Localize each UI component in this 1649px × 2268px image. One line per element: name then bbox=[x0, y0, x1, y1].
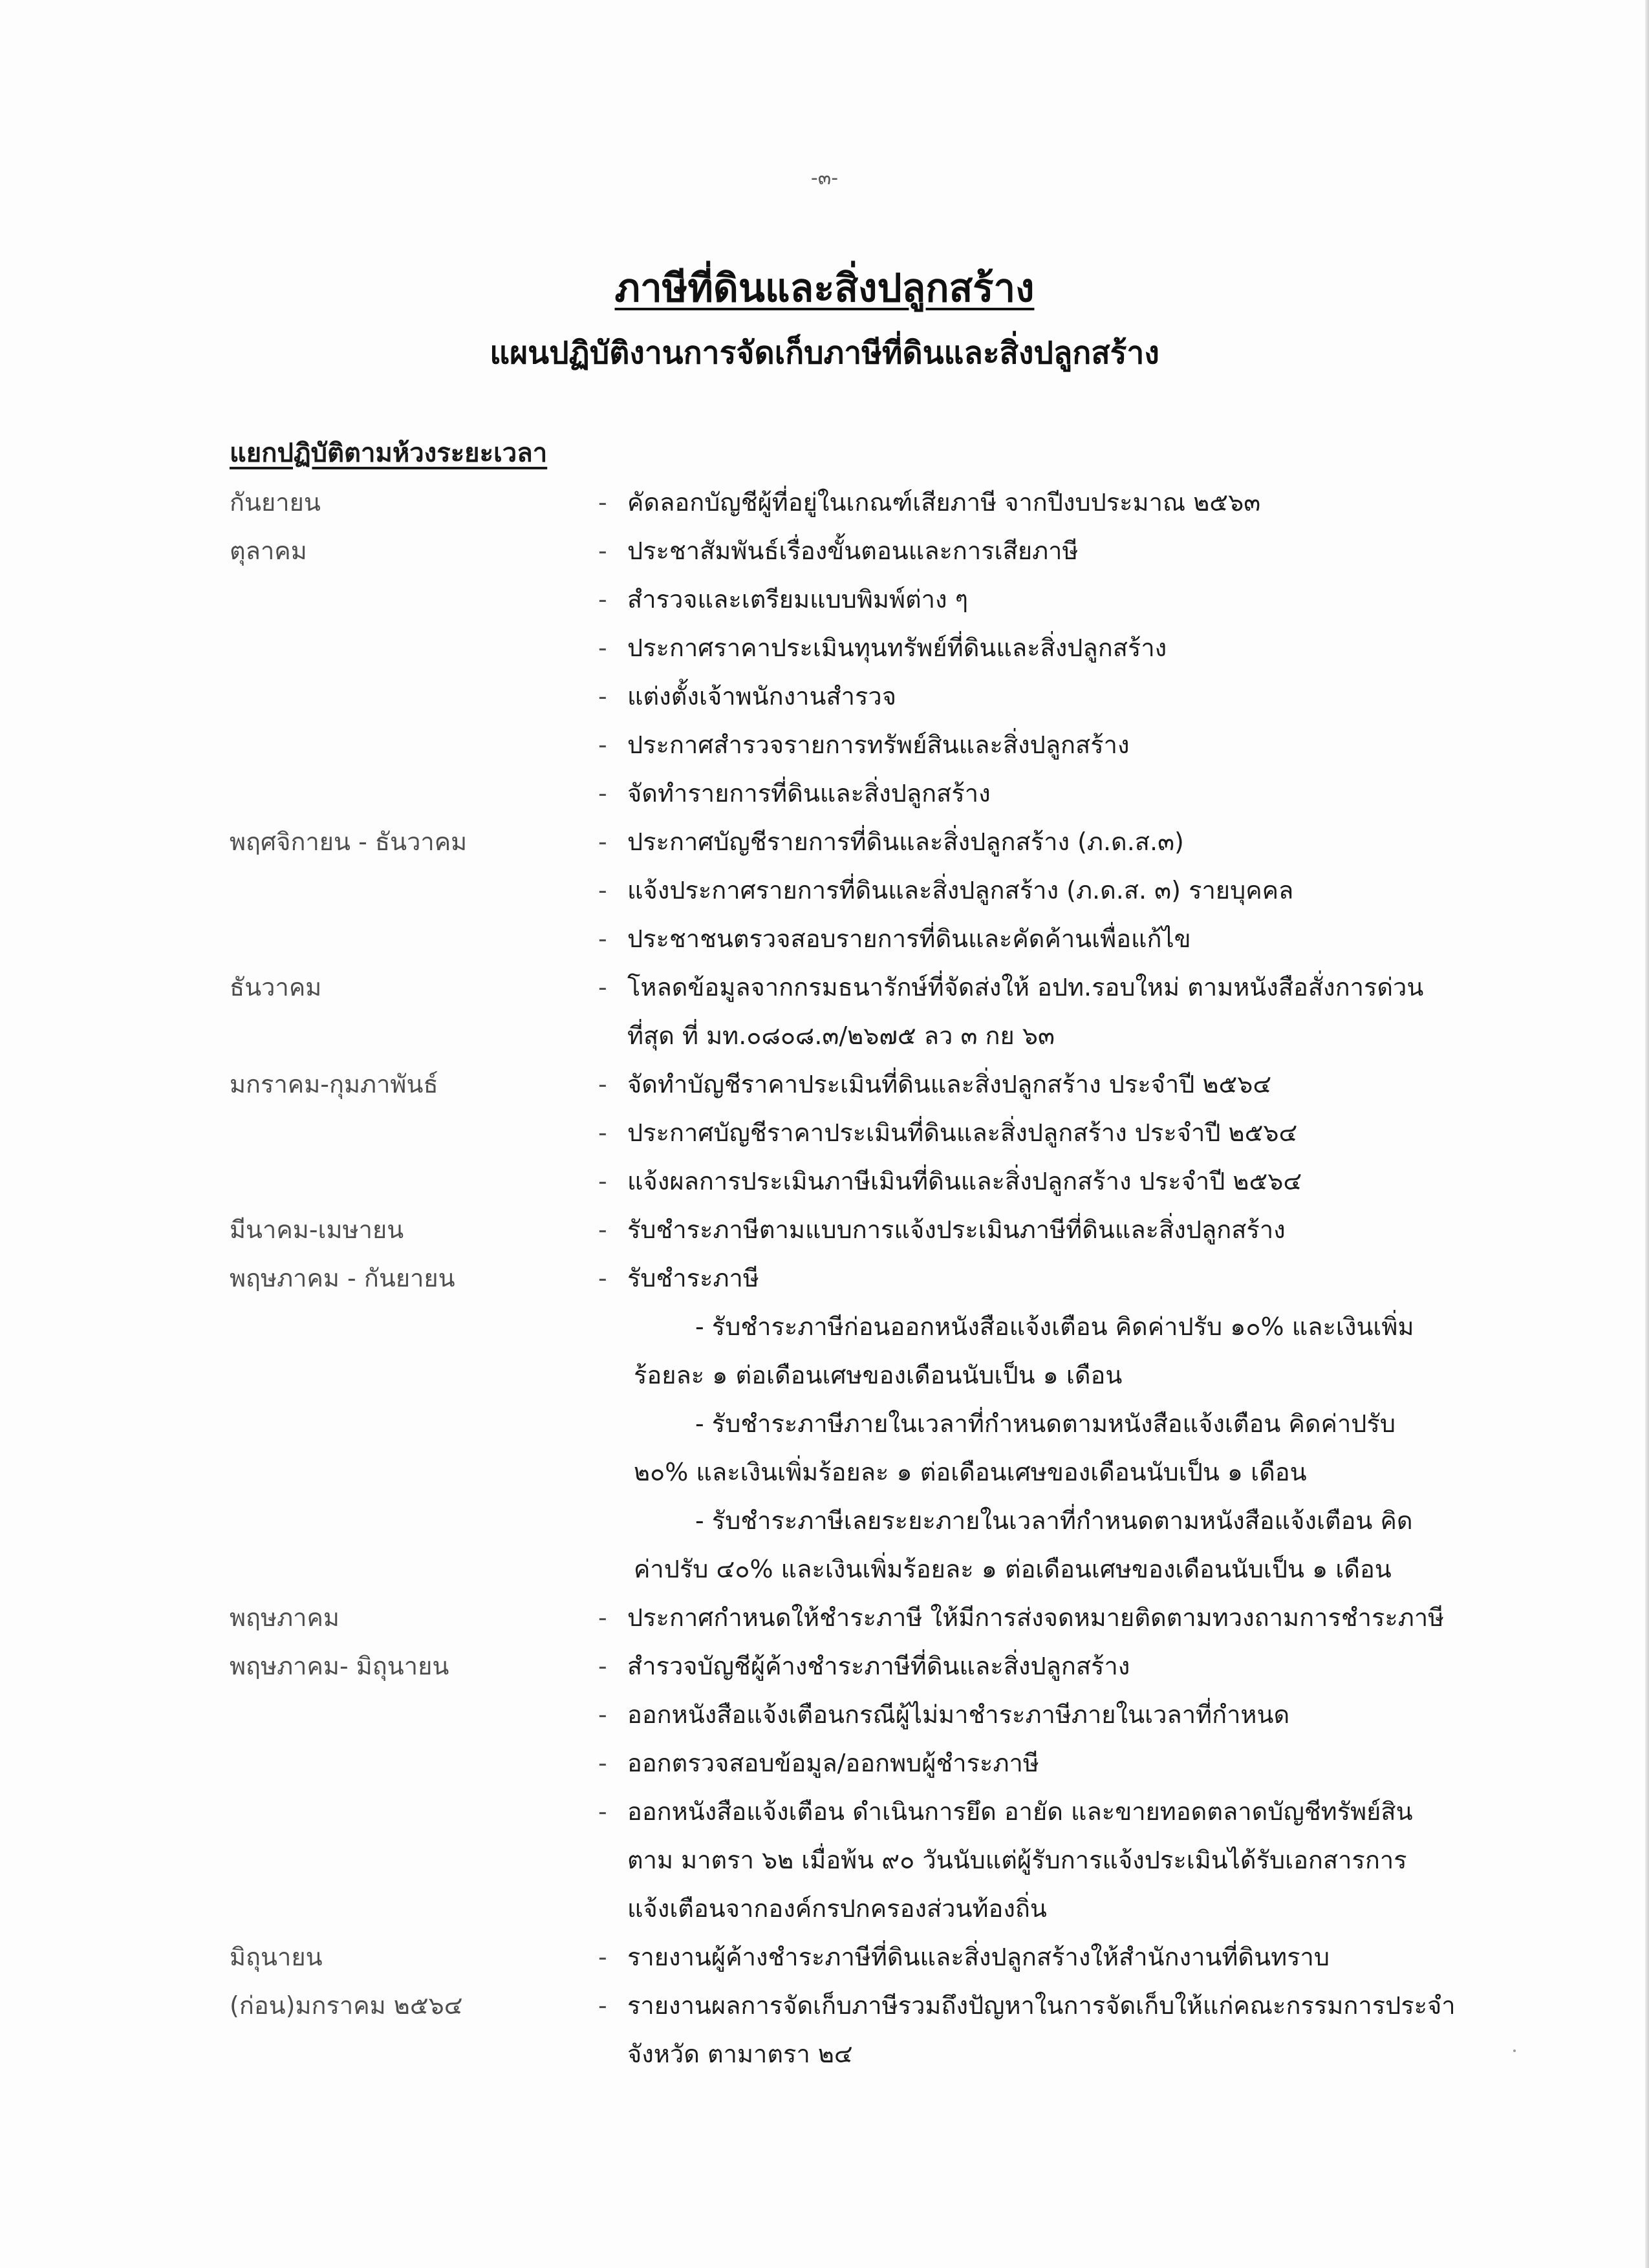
bullet-dash: - bbox=[598, 1070, 607, 1098]
period-label: พฤษภาคม - กันยายน bbox=[230, 1264, 455, 1292]
schedule-item-text: จัดทำบัญชีราคาประเมินที่ดินและสิ่งปลูกสร้าง ประจำปี ๒๕๖๔ bbox=[627, 1070, 1272, 1098]
schedule-item-text: จังหวัด ตามาตรา ๒๔ bbox=[627, 2040, 853, 2068]
schedule-item-text: สำรวจบัญชีผู้ค้างชำระภาษีที่ดินและสิ่งปลูกสร้าง bbox=[627, 1652, 1130, 1680]
bullet-dash: - bbox=[598, 1118, 607, 1147]
bullet-dash: - bbox=[598, 973, 607, 1001]
schedule-item-text: แจ้งผลการประเมินภาษีเมินที่ดินและสิ่งปลูกสร้าง ประจำปี ๒๕๖๔ bbox=[627, 1167, 1302, 1195]
schedule-item-text: ร้อยละ ๑ ต่อเดือนเศษของเดือนนับเป็น ๑ เดือน bbox=[634, 1361, 1123, 1389]
schedule-row bbox=[230, 1642, 1555, 1691]
bullet-dash: - bbox=[598, 876, 607, 904]
schedule-row bbox=[230, 915, 1555, 963]
bullet-dash: - bbox=[598, 585, 607, 614]
schedule-row bbox=[230, 2030, 1555, 2079]
schedule-item-text: แต่งตั้งเจ้าพนักงานสำรวจ bbox=[627, 682, 896, 711]
schedule-row bbox=[230, 1933, 1555, 1982]
bullet-dash: - bbox=[598, 1167, 607, 1195]
schedule-row bbox=[230, 1788, 1555, 1836]
schedule-row bbox=[230, 721, 1555, 769]
schedule-row bbox=[230, 1836, 1555, 1885]
period-label: มีนาคม-เมษายน bbox=[230, 1215, 404, 1244]
bullet-dash: - bbox=[598, 1943, 607, 1971]
schedule-item-text: จัดทำรายการที่ดินและสิ่งปลูกสร้าง bbox=[627, 779, 991, 808]
bullet-dash: - bbox=[598, 779, 607, 808]
bullet-dash: - bbox=[598, 537, 607, 565]
schedule-row bbox=[230, 1012, 1555, 1060]
period-label: พฤษภาคม- มิถุนายน bbox=[230, 1652, 449, 1680]
period-label: (ก่อน)มกราคม ๒๕๖๔ bbox=[230, 1991, 463, 2020]
schedule-item-text: แจ้งประกาศรายการที่ดินและสิ่งปลูกสร้าง (ภ.ด.ส. ๓) รายบุคคล bbox=[627, 876, 1294, 904]
schedule-item-text: ๒๐% และเงินเพิ่มร้อยละ ๑ ต่อเดือนเศษของเดือนนับเป็น ๑ เดือน bbox=[634, 1458, 1307, 1486]
schedule-row bbox=[230, 1303, 1555, 1351]
bullet-dash: - bbox=[598, 1264, 607, 1292]
schedule-item-text: คัดลอกบัญชีผู้ที่อยู่ในเกณฑ์เสียภาษี จากปีงบประมาณ ๒๕๖๓ bbox=[627, 488, 1261, 517]
schedule-row bbox=[230, 963, 1555, 1012]
bullet-dash: - bbox=[598, 1603, 607, 1632]
schedule-item-text: ค่าปรับ ๔๐% และเงินเพิ่มร้อยละ ๑ ต่อเดือนเศษของเดือนนับเป็น ๑ เดือน bbox=[634, 1555, 1392, 1583]
schedule-item-text: แจ้งเตือนจากองค์กรปกครองส่วนท้องถิ่น bbox=[627, 1894, 1047, 1923]
bullet-dash: - bbox=[598, 1700, 607, 1729]
schedule-item-text: ประกาศบัญชีรายการที่ดินและสิ่งปลูกสร้าง (ภ.ด.ส.๓) bbox=[627, 828, 1184, 856]
schedule-item-text: สำรวจและเตรียมแบบพิมพ์ต่าง ๆ bbox=[627, 585, 969, 614]
period-label: มกราคม-กุมภาพันธ์ bbox=[230, 1070, 438, 1098]
schedule-item-text: รายงานผลการจัดเก็บภาษีรวมถึงปัญหาในการจัดเก็บให้แก่คณะกรรมการประจำ bbox=[627, 1991, 1456, 2020]
bullet-dash: - bbox=[598, 925, 607, 953]
schedule-item-text: ประกาศบัญชีราคาประเมินที่ดินและสิ่งปลูกสร้าง ประจำปี ๒๕๖๔ bbox=[627, 1118, 1298, 1147]
schedule-item-text: รับชำระภาษี bbox=[627, 1264, 759, 1292]
schedule-row bbox=[230, 1157, 1555, 1206]
period-label: มิถุนายน bbox=[230, 1943, 323, 1971]
schedule-row bbox=[230, 1739, 1555, 1788]
bullet-dash: - bbox=[598, 488, 607, 517]
schedule-row bbox=[230, 624, 1555, 672]
scan-speck bbox=[1513, 2049, 1516, 2052]
period-label: พฤษภาคม bbox=[230, 1603, 339, 1632]
schedule-item-text: ออกหนังสือแจ้งเตือนกรณีผู้ไม่มาชำระภาษีภายในเวลาที่กำหนด bbox=[627, 1700, 1290, 1729]
schedule-item-text: ที่สุด ที่ มท.๐๘๐๘.๓/๒๖๗๕ ลว ๓ กย ๖๓ bbox=[627, 1022, 1055, 1050]
schedule-item-text: ออกหนังสือแจ้งเตือน ดำเนินการยึด อายัด และขายทอดตลาดบัญชีทรัพย์สิน bbox=[627, 1797, 1413, 1826]
schedule-row bbox=[230, 1691, 1555, 1739]
document-title: ภาษีที่ดินและสิ่งปลูกสร้าง bbox=[614, 266, 1035, 311]
bullet-dash: - bbox=[598, 731, 607, 759]
section-heading: แยกปฏิบัติตามห้วงระยะเวลา bbox=[230, 438, 548, 468]
schedule-item-text: ประชาสัมพันธ์เรื่องขั้นตอนและการเสียภาษี bbox=[627, 537, 1079, 565]
schedule-item-text: โหลดข้อมูลจากกรมธนารักษ์ที่จัดส่งให้ อปท.รอบใหม่ ตามหนังสือสั่งการด่วน bbox=[627, 973, 1424, 1001]
schedule-item-text: ตาม มาตรา ๖๒ เมื่อพ้น ๙๐ วันนับแต่ผู้รับการแจ้งประเมินได้รับเอกสารการ bbox=[627, 1846, 1407, 1874]
schedule-row bbox=[230, 575, 1555, 624]
schedule-row bbox=[230, 1109, 1555, 1157]
schedule-row bbox=[230, 1206, 1555, 1254]
schedule-row bbox=[230, 1497, 1555, 1545]
schedule-item-text: ประชาชนตรวจสอบรายการที่ดินและคัดค้านเพื่อแก้ไข bbox=[627, 925, 1191, 953]
document-subtitle: แผนปฏิบัติงานการจัดเก็บภาษีที่ดินและสิ่งปลูกสร้าง bbox=[490, 335, 1159, 371]
schedule-item-text: รับชำระภาษีตามแบบการแจ้งประเมินภาษีที่ดินและสิ่งปลูกสร้าง bbox=[627, 1215, 1286, 1244]
period-label: กันยายน bbox=[230, 488, 321, 517]
bullet-dash: - bbox=[598, 1749, 607, 1777]
period-label: ธันวาคม bbox=[230, 973, 322, 1001]
schedule-item-text: - รับชำระภาษีภายในเวลาที่กำหนดตามหนังสือแจ้งเตือน คิดค่าปรับ bbox=[695, 1409, 1396, 1438]
bullet-dash: - bbox=[598, 1652, 607, 1680]
schedule-row bbox=[230, 818, 1555, 866]
schedule-item-text: - รับชำระภาษีเลยระยะภายในเวลาที่กำหนดตามหนังสือแจ้งเตือน คิด bbox=[695, 1506, 1413, 1535]
schedule-item-text: ประกาศสำรวจรายการทรัพย์สินและสิ่งปลูกสร้าง bbox=[627, 731, 1130, 759]
schedule-item-text: - รับชำระภาษีก่อนออกหนังสือแจ้งเตือน คิดค่าปรับ ๑๐% และเงินเพิ่ม bbox=[695, 1312, 1414, 1341]
schedule-row bbox=[230, 1885, 1555, 1933]
schedule-row bbox=[230, 1351, 1555, 1400]
schedule-row bbox=[230, 527, 1555, 575]
schedule-row bbox=[230, 1448, 1555, 1497]
schedule-list bbox=[230, 478, 1555, 2079]
schedule-row bbox=[230, 1060, 1555, 1109]
schedule-row bbox=[230, 769, 1555, 818]
schedule-item-text: ประกาศกำหนดให้ชำระภาษี ให้มีการส่งจดหมายติดตามทวงถามการชำระภาษี bbox=[627, 1603, 1445, 1632]
bullet-dash: - bbox=[598, 682, 607, 711]
bullet-dash: - bbox=[598, 1797, 607, 1826]
schedule-row bbox=[230, 866, 1555, 915]
bullet-dash: - bbox=[598, 1991, 607, 2020]
schedule-row bbox=[230, 1254, 1555, 1303]
schedule-item-text: ออกตรวจสอบข้อมูล/ออกพบผู้ชำระภาษี bbox=[627, 1749, 1039, 1777]
bullet-dash: - bbox=[598, 1215, 607, 1244]
bullet-dash: - bbox=[598, 634, 607, 662]
schedule-item-text: ประกาศราคาประเมินทุนทรัพย์ที่ดินและสิ่งปลูกสร้าง bbox=[627, 634, 1167, 662]
period-label: ตุลาคม bbox=[230, 537, 307, 565]
page-number: -๓- bbox=[810, 167, 839, 189]
schedule-row bbox=[230, 1545, 1555, 1594]
schedule-row bbox=[230, 1594, 1555, 1642]
schedule-row bbox=[230, 1400, 1555, 1448]
schedule-item-text: รายงานผู้ค้างชำระภาษีที่ดินและสิ่งปลูกสร้างให้สำนักงานที่ดินทราบ bbox=[627, 1943, 1330, 1971]
schedule-row bbox=[230, 672, 1555, 721]
schedule-row bbox=[230, 1982, 1555, 2030]
period-label: พฤศจิกายน - ธันวาคม bbox=[230, 828, 468, 856]
schedule-row bbox=[230, 478, 1555, 527]
bullet-dash: - bbox=[598, 828, 607, 856]
